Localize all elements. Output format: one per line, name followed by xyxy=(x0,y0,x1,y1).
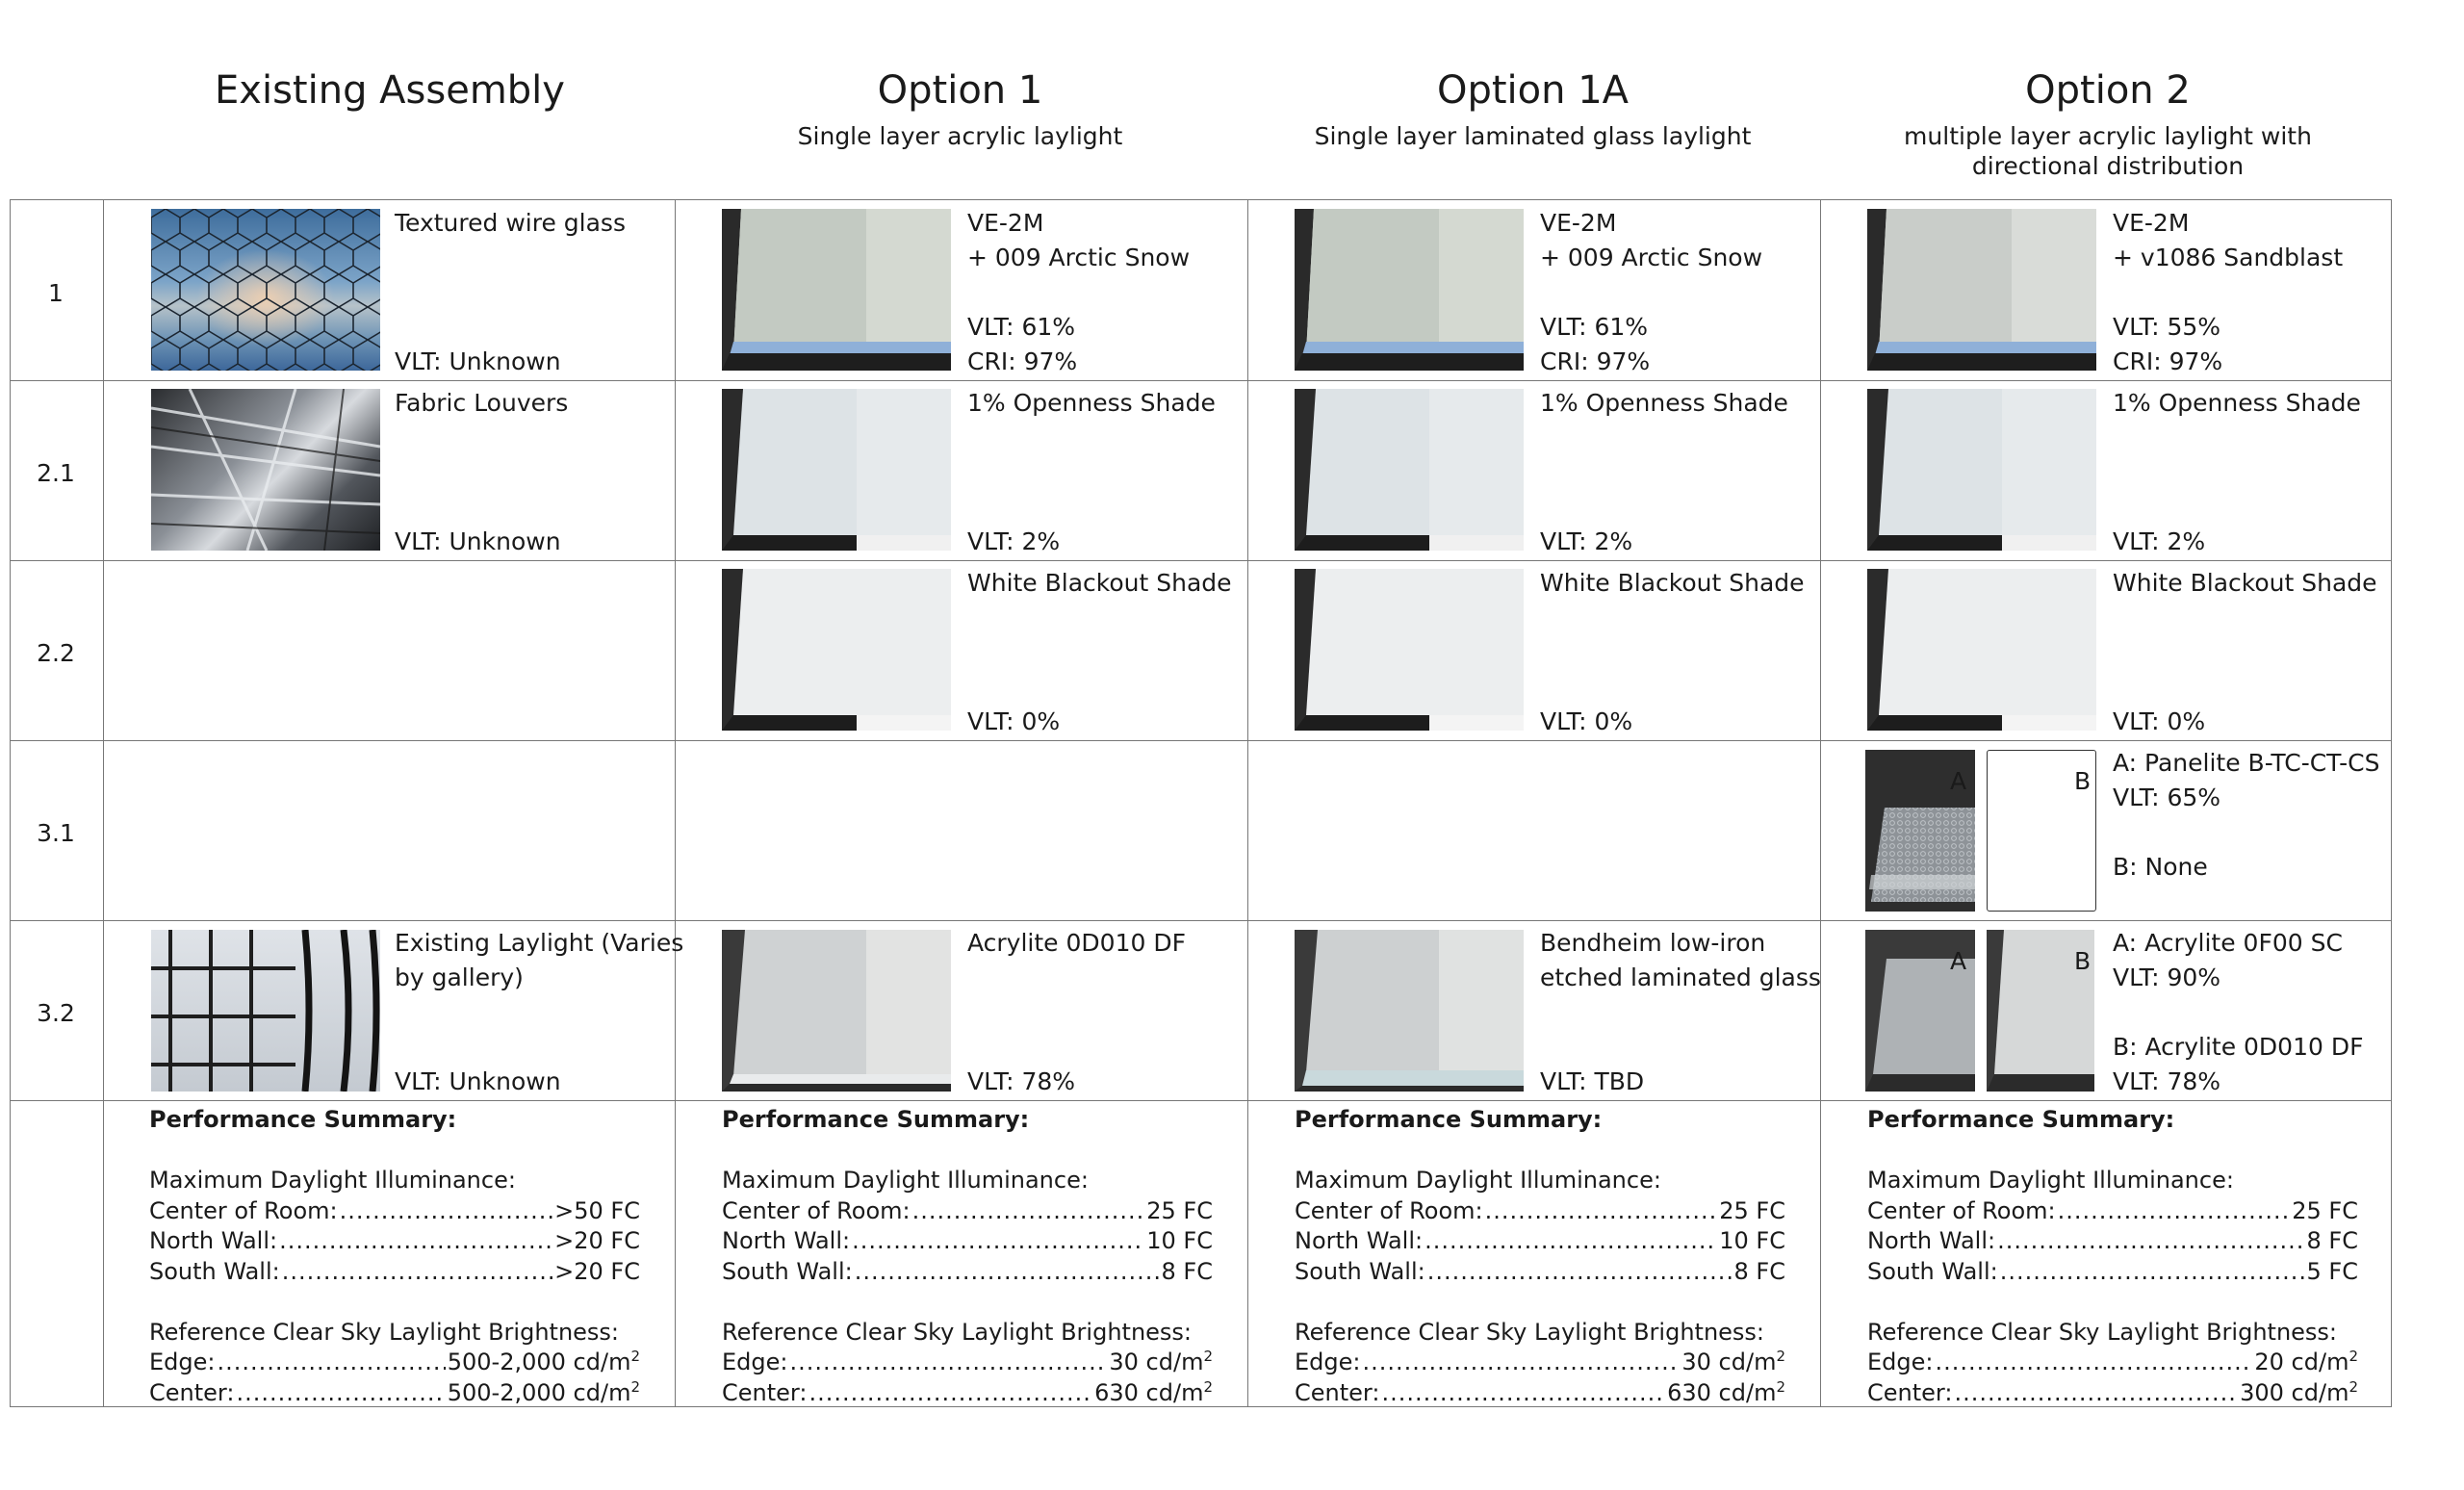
center-row: Center: ..... 500-2,000 $cd/m^2$ xyxy=(149,1378,640,1409)
shade-sample-photo xyxy=(722,389,951,551)
material-name: 1% Openness Shade xyxy=(1540,389,1788,417)
north-wall-row: North Wall: ..... 10 FC xyxy=(722,1226,1213,1257)
material-name: Textured wire glass xyxy=(395,209,626,237)
illuminance-heading: Maximum Daylight Illuminance: xyxy=(149,1167,516,1194)
sample-label-a: A xyxy=(1950,767,1967,795)
material-name: VE-2M + 009 Arctic Snow xyxy=(1540,209,1763,271)
brightness-heading: Reference Clear Sky Laylight Brightness: xyxy=(722,1318,1193,1346)
sample-label-b: B xyxy=(2074,767,2092,795)
column-header-option1 xyxy=(674,67,1246,151)
performance-summary-existing xyxy=(149,1105,640,1408)
wire-glass-photo xyxy=(151,209,380,371)
summary-title: Performance Summary: xyxy=(1295,1106,1603,1133)
column-header-option2 xyxy=(1829,67,2387,181)
sample-label-b: B xyxy=(2074,947,2092,975)
laminated-glass-sample-photo xyxy=(1295,930,1524,1092)
divider xyxy=(11,1100,2391,1101)
column-title: Option 2 xyxy=(2025,68,2191,113)
divider xyxy=(11,560,2391,561)
row-label-2-2: 2.2 xyxy=(37,639,75,667)
fabric-louvers-photo xyxy=(151,389,380,551)
column-header-option1a xyxy=(1246,67,1819,151)
edge-row: Edge: ..... 30 $cd/m^2$ xyxy=(722,1348,1213,1378)
shade-sample-photo xyxy=(1867,389,2096,551)
north-wall-row: North Wall: ..... 8 FC xyxy=(1867,1226,2358,1257)
performance-summary-option1 xyxy=(722,1105,1213,1408)
center-row: Center: ..... 300 $cd/m^2$ xyxy=(1867,1378,2358,1409)
glass-sample-photo xyxy=(722,209,951,371)
south-wall-row: South Wall: ..... 5 FC xyxy=(1867,1257,2358,1288)
material-name: Acrylite 0D010 DF xyxy=(967,929,1186,957)
summary-title: Performance Summary: xyxy=(722,1106,1030,1133)
vlt-value: VLT: 61% CRI: 97% xyxy=(1540,313,1651,375)
illuminance-heading: Maximum Daylight Illuminance: xyxy=(722,1167,1089,1194)
vlt-value: VLT: Unknown xyxy=(395,1067,561,1095)
brightness-heading: Reference Clear Sky Laylight Brightness: xyxy=(1867,1318,2338,1346)
edge-row: Edge: ..... 20 $cd/m^2$ xyxy=(1867,1348,2358,1378)
south-wall-row: South Wall: ..... >20 FC xyxy=(149,1257,640,1288)
center-row: Center: ..... 630 $cd/m^2$ xyxy=(722,1378,1213,1409)
column-subtitle: Single layer acrylic laylight xyxy=(797,122,1123,150)
vlt-value: VLT: Unknown xyxy=(395,347,561,375)
center-row: Center: ..... 630 $cd/m^2$ xyxy=(1295,1378,1785,1409)
column-subtitle: Single layer laminated glass laylight xyxy=(1314,122,1752,150)
material-name: Fabric Louvers xyxy=(395,389,569,417)
illuminance-heading: Maximum Daylight Illuminance: xyxy=(1295,1167,1661,1194)
acrylic-sample-photo xyxy=(722,930,951,1092)
summary-title: Performance Summary: xyxy=(1867,1106,2175,1133)
blackout-shade-photo xyxy=(1295,569,1524,731)
brightness-heading: Reference Clear Sky Laylight Brightness: xyxy=(149,1318,620,1346)
row-label-1: 1 xyxy=(48,279,64,307)
glass-sample-photo xyxy=(1867,209,2096,371)
north-wall-row: North Wall: ..... >20 FC xyxy=(149,1226,640,1257)
material-name: White Blackout Shade xyxy=(967,569,1232,597)
vlt-value: VLT: TBD xyxy=(1540,1067,1645,1095)
vlt-value: VLT: Unknown xyxy=(395,527,561,555)
shade-sample-photo xyxy=(1295,389,1524,551)
column-header-existing xyxy=(106,67,674,114)
north-wall-row: North Wall: ..... 10 FC xyxy=(1295,1226,1785,1257)
material-name: White Blackout Shade xyxy=(2113,569,2377,597)
illuminance-heading: Maximum Daylight Illuminance: xyxy=(1867,1167,2234,1194)
vlt-value: VLT: 61% CRI: 97% xyxy=(967,313,1078,375)
material-name: 1% Openness Shade xyxy=(2113,389,2361,417)
material-name: Bendheim low-iron etched laminated glass xyxy=(1540,929,1821,991)
column-subtitle: multiple layer acrylic laylight with directional distribution xyxy=(1904,122,2312,180)
south-wall-row: South Wall: ..... 8 FC xyxy=(722,1257,1213,1288)
center-room-row: Center of Room: ..... 25 FC xyxy=(1867,1196,2358,1227)
material-name: VE-2M + 009 Arctic Snow xyxy=(967,209,1191,271)
material-name: VE-2M + v1086 Sandblast xyxy=(2113,209,2344,271)
sample-label-a: A xyxy=(1950,947,1967,975)
vlt-value: VLT: 78% xyxy=(967,1067,1076,1095)
center-room-row: Center of Room: ..... 25 FC xyxy=(722,1196,1213,1227)
vlt-value: VLT: 2% xyxy=(1540,527,1633,555)
performance-summary-option1a xyxy=(1295,1105,1785,1408)
performance-summary-option2 xyxy=(1867,1105,2358,1408)
divider xyxy=(11,740,2391,741)
material-name: A: Acrylite 0F00 SC VLT: 90% B: Acrylite 0D010 DF VLT: 78% xyxy=(2113,929,2364,1095)
edge-row: Edge: ..... 500-2,000 $cd/m^2$ xyxy=(149,1348,640,1378)
vlt-value: VLT: 0% xyxy=(967,707,1061,735)
vlt-value: VLT: 55% CRI: 97% xyxy=(2113,313,2223,375)
center-room-row: Center of Room: ..... 25 FC xyxy=(1295,1196,1785,1227)
south-wall-row: South Wall: ..... 8 FC xyxy=(1295,1257,1785,1288)
vlt-value: VLT: 2% xyxy=(2113,527,2206,555)
divider xyxy=(11,380,2391,381)
material-name: White Blackout Shade xyxy=(1540,569,1805,597)
edge-row: Edge: ..... 30 $cd/m^2$ xyxy=(1295,1348,1785,1378)
vlt-value: VLT: 2% xyxy=(967,527,1061,555)
blackout-shade-photo xyxy=(1867,569,2096,731)
existing-laylight-photo xyxy=(151,930,380,1092)
material-name: 1% Openness Shade xyxy=(967,389,1216,417)
row-label-2-1: 2.1 xyxy=(37,459,75,487)
column-title: Option 1A xyxy=(1436,68,1630,113)
glass-sample-photo xyxy=(1295,209,1524,371)
brightness-heading: Reference Clear Sky Laylight Brightness: xyxy=(1295,1318,1765,1346)
row-label-3-1: 3.1 xyxy=(37,819,75,847)
summary-title: Performance Summary: xyxy=(149,1106,457,1133)
column-title: Existing Assembly xyxy=(215,68,565,113)
divider xyxy=(11,920,2391,921)
row-label-3-2: 3.2 xyxy=(37,999,75,1027)
vlt-value: VLT: 0% xyxy=(1540,707,1633,735)
blackout-shade-photo xyxy=(722,569,951,731)
vlt-value: VLT: 0% xyxy=(2113,707,2206,735)
column-title: Option 1 xyxy=(877,68,1043,113)
material-name: A: Panelite B-TC-CT-CS VLT: 65% B: None xyxy=(2113,749,2380,881)
material-name: Existing Laylight (Varies by gallery) xyxy=(395,929,684,991)
center-room-row: Center of Room: ..... >50 FC xyxy=(149,1196,640,1227)
